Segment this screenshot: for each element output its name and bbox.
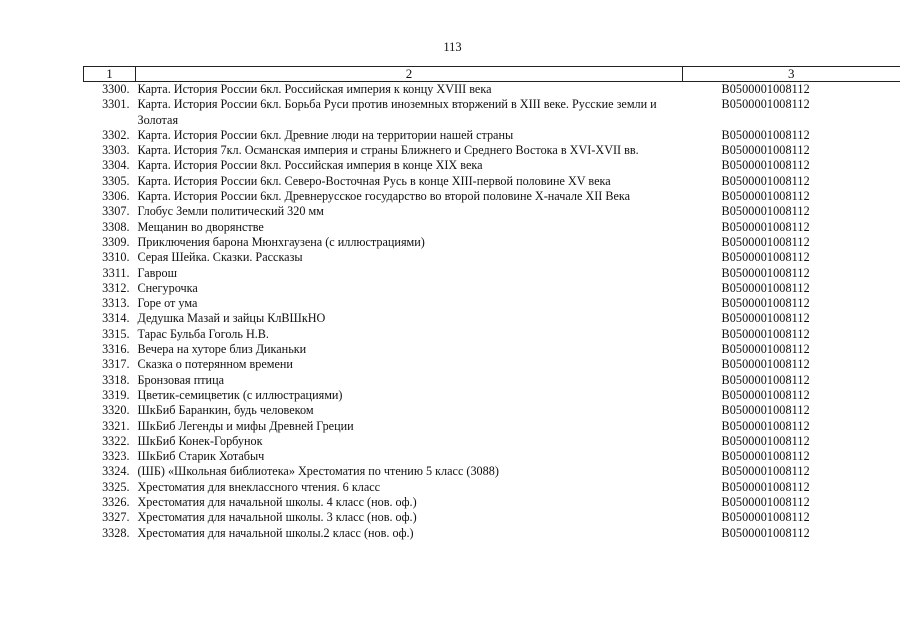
item-name: Серая Шейка. Сказки. Рассказы: [137, 250, 303, 265]
table-row: [84, 128, 900, 143]
item-name: Карта. История России 6кл. Северо-Восточная Русь в конце XIII-первой половине XV века: [137, 173, 611, 188]
item-code: B0500001008112: [721, 250, 810, 265]
item-code: B0500001008112: [721, 82, 810, 96]
item-name: Гаврош: [137, 265, 177, 280]
table-row: [84, 143, 900, 158]
item-code: B0500001008112: [721, 418, 810, 433]
item-code: B0500001008112: [721, 219, 810, 234]
table-row: [84, 82, 900, 98]
table-row: [84, 510, 900, 525]
item-name: Хрестоматия для начальной школы. 4 класс (нов. оф.): [137, 495, 417, 510]
item-code: B0500001008112: [721, 479, 810, 494]
row-number: 3319.: [102, 387, 130, 402]
row-number: 3303.: [102, 143, 130, 158]
table-row: [84, 97, 900, 128]
row-number: 3302.: [102, 127, 130, 142]
item-name: Снегурочка: [137, 280, 198, 295]
item-name: Карта. История России 8кл. Российская империя в конце XIX века: [137, 158, 483, 173]
column-header-2: 2: [136, 67, 683, 82]
row-number: 3327.: [102, 510, 130, 525]
row-number: 3301.: [102, 97, 130, 112]
items-table: [83, 66, 900, 541]
table-row: [84, 357, 900, 372]
row-number: 3314.: [102, 311, 130, 326]
table-row: [84, 204, 900, 219]
item-code: B0500001008112: [721, 127, 810, 142]
item-code: B0500001008112: [721, 296, 810, 311]
table-row: [84, 189, 900, 204]
item-name: Глобус Земли политический 320 мм: [137, 204, 324, 219]
item-name: ШкБиб Конек-Горбунок: [137, 433, 263, 448]
row-number: 3323.: [102, 449, 130, 464]
item-code: B0500001008112: [721, 449, 810, 464]
column-header-1: 1: [84, 67, 136, 82]
row-number: 3311.: [102, 265, 130, 280]
row-number: 3322.: [102, 433, 130, 448]
item-name: Карта. История России 6кл. Древнерусское государство во второй половине X-начале XII Века: [137, 189, 631, 204]
item-code: B0500001008112: [721, 357, 810, 372]
row-number: 3317.: [102, 357, 130, 372]
row-number: 3305.: [102, 173, 130, 188]
row-number: 3324.: [102, 464, 130, 479]
table-row: [84, 281, 900, 296]
table-row: [84, 373, 900, 388]
item-code: B0500001008112: [721, 173, 810, 188]
item-code: B0500001008112: [721, 158, 810, 173]
table-row: [84, 495, 900, 510]
item-code: B0500001008112: [721, 372, 810, 387]
item-code: B0500001008112: [721, 510, 810, 525]
item-name: Горе от ума: [137, 296, 198, 311]
item-name: Цветик-семицветик (с иллюстрациями): [137, 387, 343, 402]
item-name: Мещанин во дворянстве: [137, 219, 264, 234]
table-row: [84, 449, 900, 464]
item-code: B0500001008112: [721, 495, 810, 510]
column-header-3: 3: [683, 67, 900, 82]
table-row: [84, 480, 900, 495]
table-row: [84, 266, 900, 281]
item-name: Бронзовая птица: [137, 372, 225, 387]
item-name: Тарас Бульба Гоголь Н.В.: [137, 326, 269, 341]
item-name: (ШБ) «Школьная библиотека» Хрестоматия по чтению 5 класс (3088): [137, 464, 499, 479]
item-code: B0500001008112: [721, 433, 810, 448]
item-code: B0500001008112: [721, 143, 810, 158]
row-number: 3315.: [102, 326, 130, 341]
item-name: ШкБиб Старик Хотабыч: [137, 449, 265, 464]
row-number: 3312.: [102, 280, 130, 295]
item-name: ШкБиб Баранкин, будь человеком: [137, 403, 314, 418]
item-name: Хрестоматия для начальной школы.2 класс (нов. оф.): [137, 525, 414, 540]
item-name: Карта. История России 6кл. Древние люди на территории нашей страны: [137, 127, 514, 142]
item-code: B0500001008112: [721, 265, 810, 280]
row-number: 3320.: [102, 403, 130, 418]
table-row: [84, 250, 900, 265]
row-number: 3316.: [102, 342, 130, 357]
table-row: [84, 434, 900, 449]
table-row: [84, 327, 900, 342]
item-code: B0500001008112: [721, 342, 810, 357]
table-row: [84, 158, 900, 173]
row-number: 3304.: [102, 158, 130, 173]
item-name: Дедушка Мазай и зайцы КлВШкНО: [137, 311, 326, 326]
item-name: Вечера на хуторе близ Диканьки: [137, 342, 307, 357]
row-number: 3328.: [102, 525, 130, 540]
item-code: B0500001008112: [721, 204, 810, 219]
table-row: [84, 403, 900, 418]
table-row: [84, 388, 900, 403]
page-number: 113: [443, 40, 462, 54]
row-number: 3300.: [102, 82, 130, 96]
item-code: B0500001008112: [721, 387, 810, 402]
item-code: B0500001008112: [721, 403, 810, 418]
table-header-row: [84, 67, 900, 82]
row-number: 3307.: [102, 204, 130, 219]
table-row: [84, 235, 900, 250]
table-row: [84, 526, 900, 541]
table-row: [84, 419, 900, 434]
item-name: ШкБиб Легенды и мифы Древней Греции: [137, 418, 354, 433]
item-name: Карта. История России 6кл. Борьба Руси против иноземных вторжений в XIII веке. Русские земли и Золотая: [137, 97, 657, 127]
row-number: 3326.: [102, 495, 130, 510]
row-number: 3310.: [102, 250, 130, 265]
item-code: B0500001008112: [721, 464, 810, 479]
row-number: 3325.: [102, 479, 130, 494]
row-number: 3308.: [102, 219, 130, 234]
item-name: Приключения барона Мюнхгаузена (с иллюстрациями): [137, 234, 425, 249]
row-number: 3318.: [102, 372, 130, 387]
item-name: Сказка о потерянном времени: [137, 357, 293, 372]
item-code: B0500001008112: [721, 525, 810, 540]
item-code: B0500001008112: [721, 326, 810, 341]
item-code: B0500001008112: [721, 234, 810, 249]
item-name: Хрестоматия для начальной школы. 3 класс (нов. оф.): [137, 510, 417, 525]
item-name: Карта. История 7кл. Османская империя и страны Ближнего и Среднего Востока в XVI-XVII вв.: [137, 143, 639, 158]
item-name: Хрестоматия для внеклассного чтения. 6 класс: [137, 479, 381, 494]
table-row: [84, 220, 900, 235]
item-code: B0500001008112: [721, 97, 810, 112]
item-code: B0500001008112: [721, 280, 810, 295]
item-code: B0500001008112: [721, 311, 810, 326]
table-row: [84, 342, 900, 357]
row-number: 3313.: [102, 296, 130, 311]
table-row: [84, 174, 900, 189]
table-row: [84, 296, 900, 311]
item-name: Карта. История России 6кл. Российская империя к концу XVIII века: [137, 82, 492, 96]
item-code: B0500001008112: [721, 189, 810, 204]
row-number: 3306.: [102, 189, 130, 204]
row-number: 3309.: [102, 234, 130, 249]
table-row: [84, 311, 900, 326]
table-row: [84, 464, 900, 479]
row-number: 3321.: [102, 418, 130, 433]
